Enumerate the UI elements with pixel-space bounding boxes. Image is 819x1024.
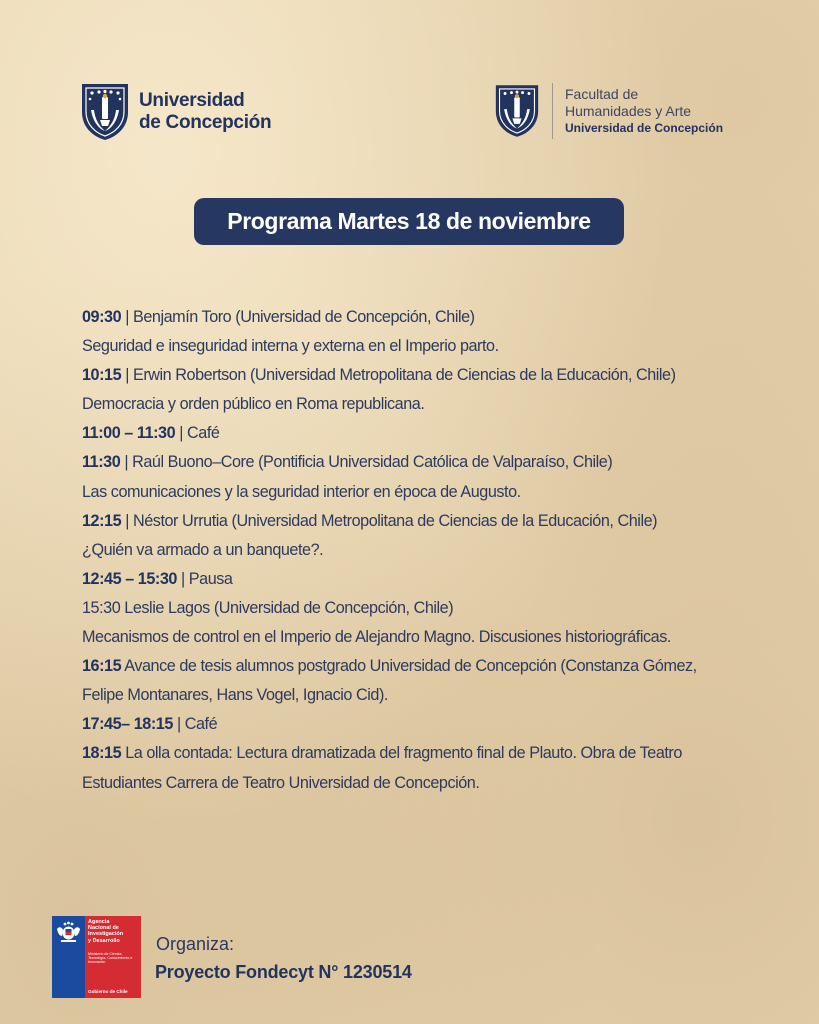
program-time: 18:15 <box>82 744 122 763</box>
program-text: | Café <box>172 715 218 734</box>
program-time: 12:45 – 15:30 <box>82 569 177 588</box>
program-line <box>82 419 752 448</box>
program-line <box>82 303 752 332</box>
anid-name-line: Agencia <box>88 919 110 925</box>
program-text: Las comunicaciones y la seguridad interior en época de Augusto. <box>82 482 521 501</box>
anid-ministry: Ministerio de Ciencia, Tecnología, Conocimiento e Innovación <box>88 952 133 965</box>
udec-shield-icon <box>80 82 130 142</box>
program-line <box>82 739 752 768</box>
program-title: Programa Martes 18 de noviembre <box>194 198 624 245</box>
program-line <box>82 448 752 477</box>
program-line <box>82 332 752 361</box>
program-line <box>82 507 752 536</box>
program-time: 17:45– 18:15 <box>82 715 173 734</box>
program-text: | Café <box>175 424 220 443</box>
program-text: | Raúl Buono–Core (Pontificia Universidad Católica de Valparaíso, Chile) <box>120 453 613 472</box>
program-line <box>82 536 752 565</box>
program-text: Felipe Montanares, Hans Vogel, Ignacio Cid). <box>82 686 388 705</box>
faculty-line3: Universidad de Concepción <box>565 120 724 135</box>
chile-crest-icon <box>55 920 82 944</box>
faculty-logo <box>494 82 723 140</box>
program-line <box>82 390 752 419</box>
program-line <box>82 710 752 739</box>
udec-line1: Universidad <box>139 90 245 111</box>
program-text: Estudiantes Carrera de Teatro Universidad de Concepción. <box>82 773 480 792</box>
program-line <box>82 769 752 798</box>
program-text: ¿Quién va armado a un banquete?. <box>82 540 324 559</box>
program-line <box>82 361 752 390</box>
faculty-wordmark <box>565 86 723 137</box>
program-text: | Pausa <box>176 569 233 588</box>
anid-gov: Gobierno de Chile <box>88 989 128 994</box>
faculty-line2: Humanidades y Arte <box>565 102 692 119</box>
anid-name <box>88 919 140 944</box>
program-text: Avance de tesis alumnos postgrado Universidad de Concepción (Constanza Gómez, <box>121 657 697 676</box>
program-line <box>82 478 752 507</box>
program-list <box>82 303 752 798</box>
program-line <box>82 594 752 623</box>
logo-divider <box>552 83 553 139</box>
program-text: 15:30 Leslie Lagos (Universidad de Concepción, Chile) <box>82 598 454 617</box>
program-time: 12:15 <box>82 511 122 530</box>
program-time: 09:30 <box>82 308 122 326</box>
program-text: | Néstor Urrutia (Universidad Metropolitana de Ciencias de la Educación, Chile) <box>121 511 658 530</box>
anid-name-line: Investigación <box>88 931 124 938</box>
anid-logo <box>52 916 141 998</box>
program-text: La olla contada: Lectura dramatizada del fragmento final de Plauto. Obra de Teatro <box>121 744 682 763</box>
faculty-line1: Facultad de <box>565 85 639 102</box>
udec-shield-icon <box>494 82 540 140</box>
udec-line2: de Concepción <box>139 112 272 133</box>
program-time: 16:15 <box>82 657 122 676</box>
program-time: 11:00 – 11:30 <box>82 424 176 443</box>
program-line <box>82 681 752 710</box>
anid-name-line: Nacional de <box>88 925 119 932</box>
program-line <box>82 652 752 681</box>
udec-logo <box>80 82 271 142</box>
program-text: | Erwin Robertson (Universidad Metropolitana de Ciencias de la Educación, Chile) <box>121 366 676 385</box>
program-line <box>82 623 752 652</box>
program-time: 11:30 <box>82 453 121 472</box>
program-text: Democracia y orden público en Roma republicana. <box>82 395 425 414</box>
program-text: | Benjamín Toro (Universidad de Concepción, Chile) <box>121 308 475 326</box>
project-label: Proyecto Fondecyt N° 1230514 <box>155 962 412 982</box>
program-text: Mecanismos de control en el Imperio de Alejandro Magno. Discusiones historiográficas. <box>82 628 671 647</box>
program-time: 10:15 <box>82 366 122 385</box>
program-line <box>82 565 752 594</box>
udec-wordmark <box>139 90 271 134</box>
organiza-label: Organiza: <box>156 934 235 954</box>
anid-name-line: y Desarrollo <box>88 937 120 944</box>
program-text: Seguridad e inseguridad interna y externa en el Imperio parto. <box>82 337 499 356</box>
